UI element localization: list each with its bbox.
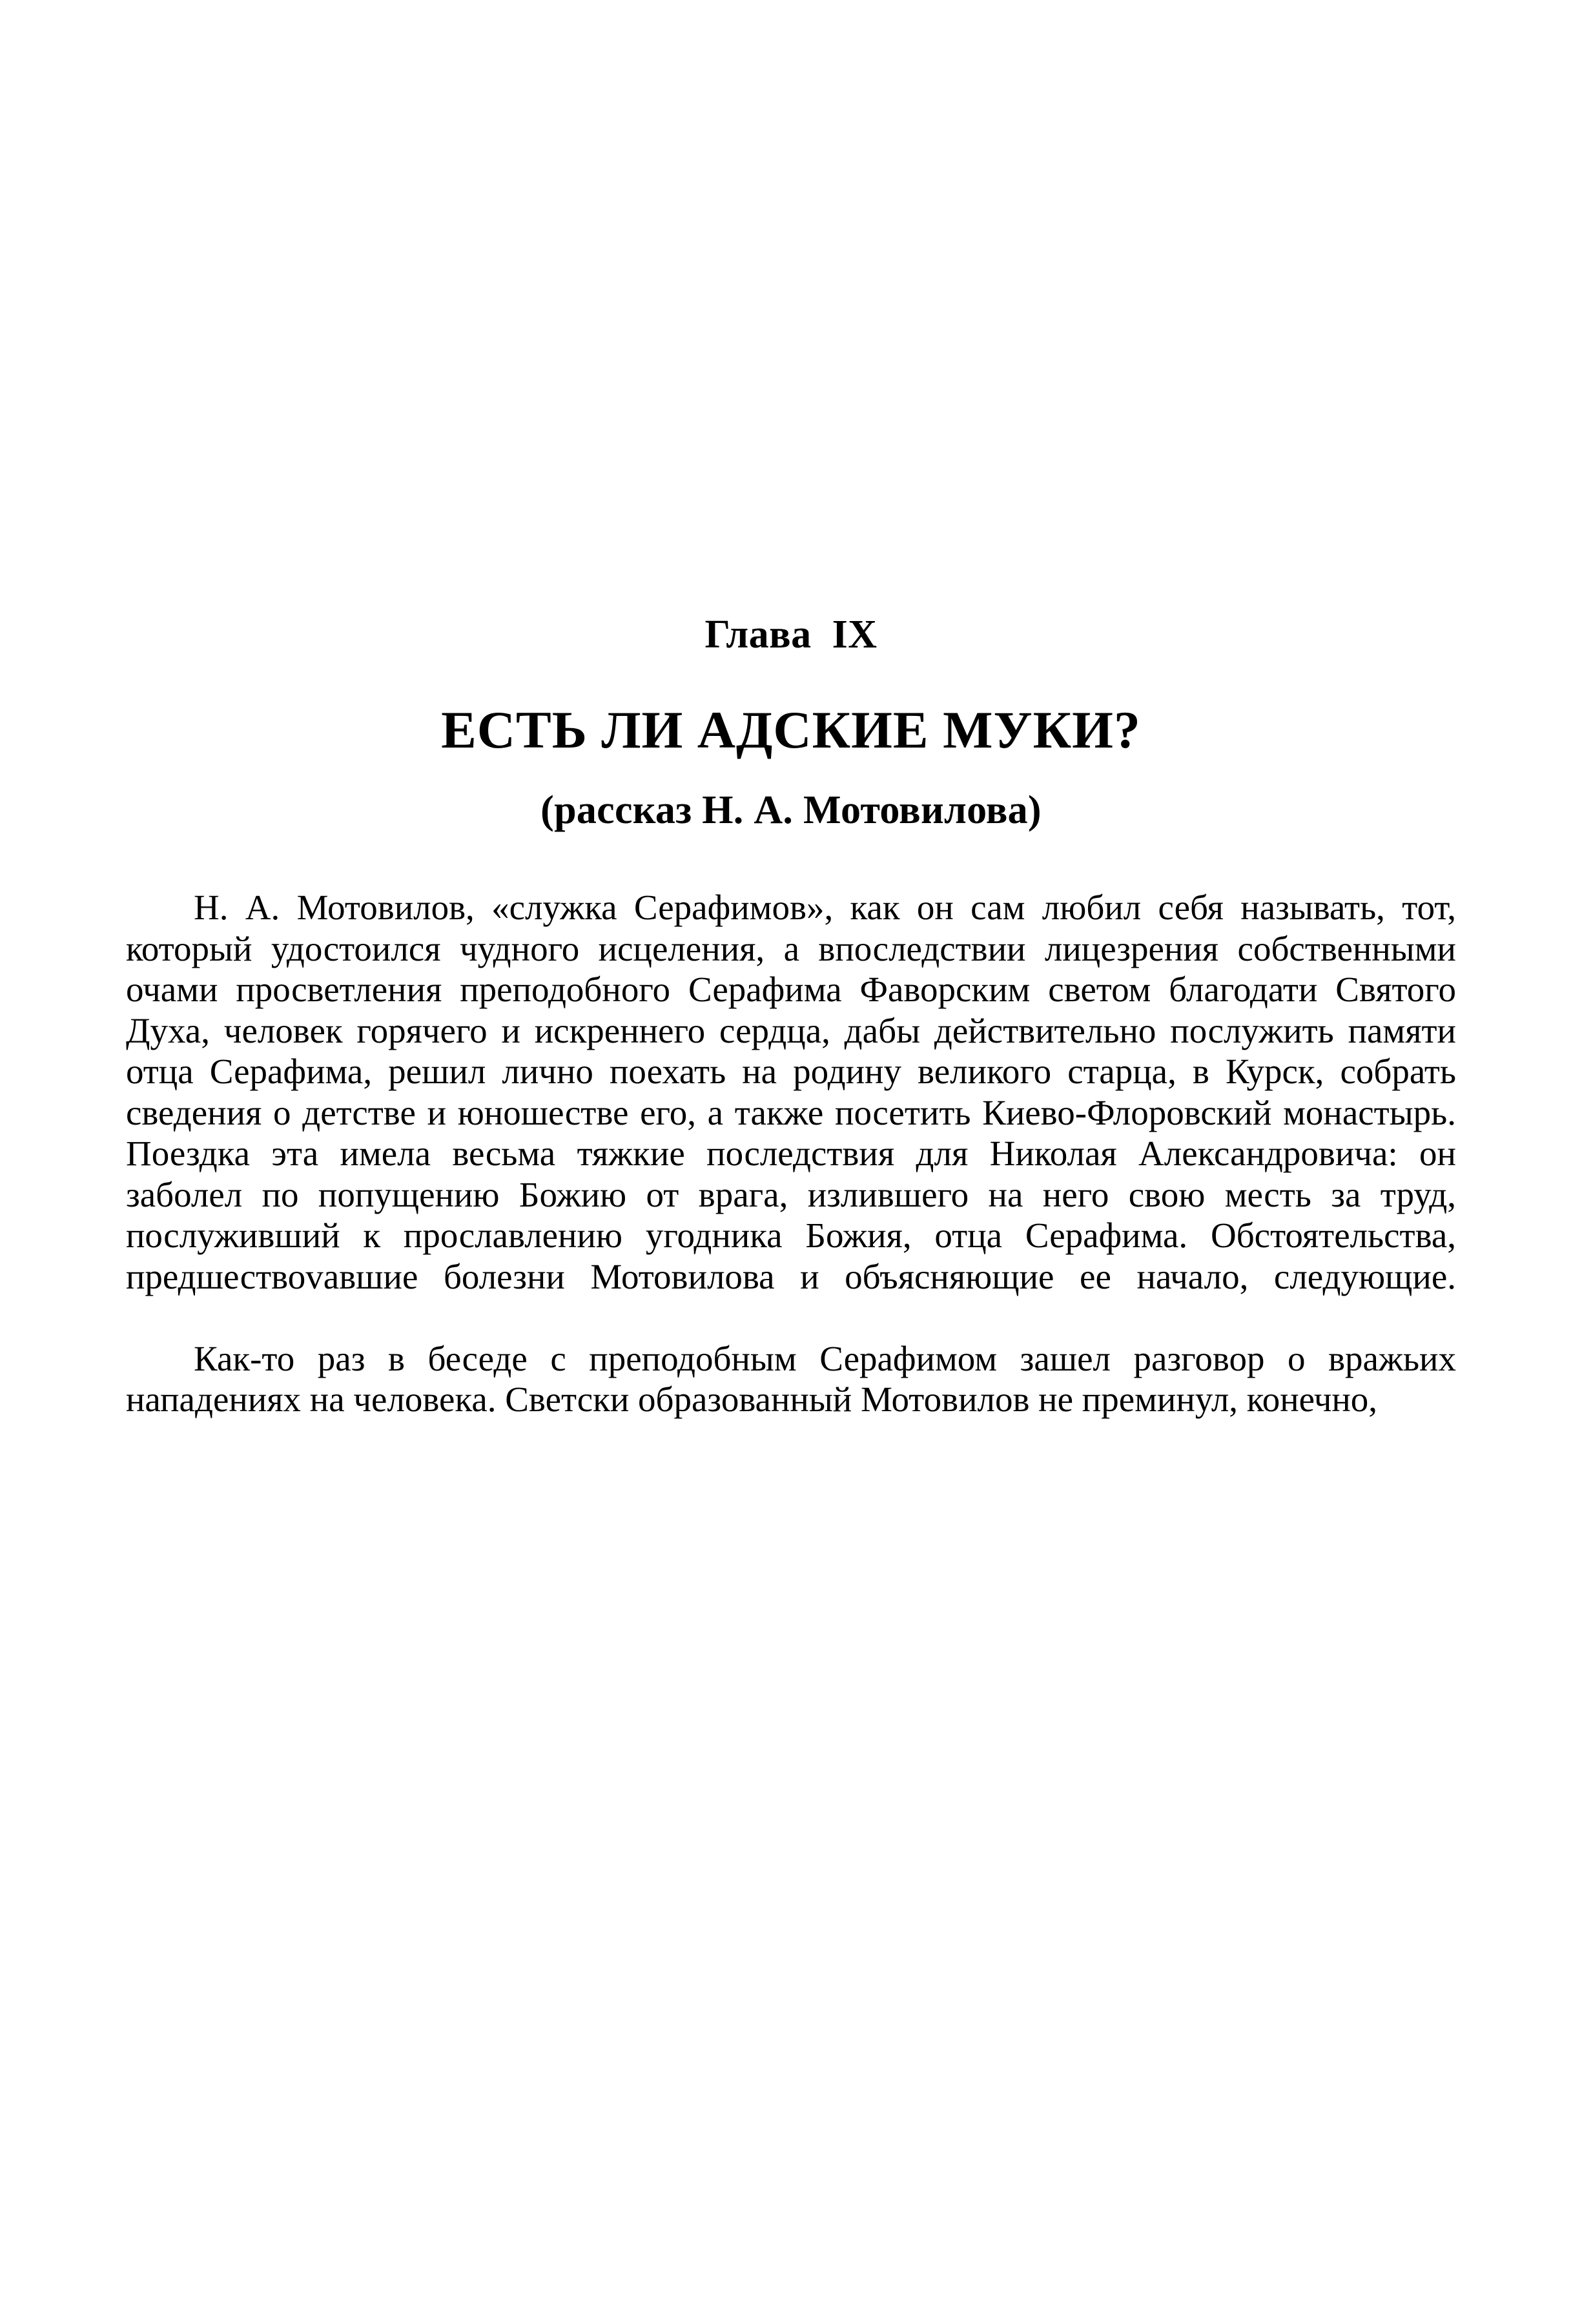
page-title: ЕСТЬ ЛИ АДСКИЕ МУКИ?	[441, 700, 1141, 759]
paragraph: Как-то раз в беседе с преподобным Серафимом зашел разговор о вражьих нападениях на человека. Светски образованный Мотовилов не преминул, конечно,	[126, 1338, 1456, 1419]
body-text	[126, 830, 1456, 1420]
paragraph: Н. А. Мотовилов, «служка Серафимов», как он сам любил себя называть, тот, который удостоился чудного исцеления, а впоследствии лицезрения собственными очами просветления преподобного Серафима Фаворским светом благодати Святого Духа, человек горячего и искреннего сердца, дабы действительно послужить памяти отца Серафима, решил лично поехать на родину великого старца, в Курск, собрать сведения о детстве и юношестве его, а также посетить Киево-Флоровский монастырь. Поездка эта имела весьма тяжкие последствия для Николая Александровича: он заболел по попущению Божию от врага, излившего на него свою месть за труд, послуживший к прославлению угодника Божия, отца Серафима. Обстоятельства, предшествоvавшие болезни Мотовилова и объясняющие ее начало, следующие.	[126, 888, 1456, 1296]
chapter-subtitle: (рассказ Н. А. Мотовилова)	[540, 788, 1042, 832]
chapter-label: Глава IX	[704, 613, 878, 657]
page-content	[126, 0, 1456, 1420]
